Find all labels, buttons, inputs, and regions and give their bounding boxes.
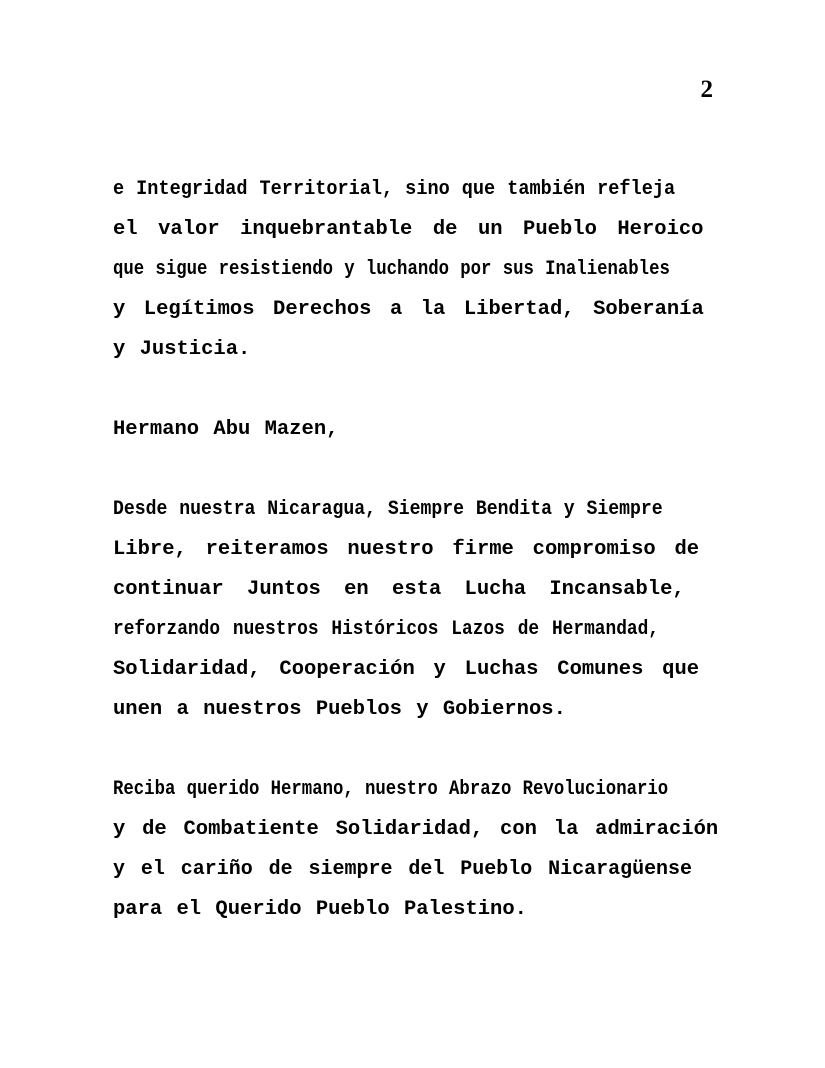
text-line: y el cariño de siempre del Pueblo Nicaragüense: [113, 858, 693, 881]
paragraph-2-salutation: [113, 410, 713, 450]
text-line: y Legítimos Derechos a la Libertad, Soberanía: [113, 298, 704, 321]
text-line: e Integridad Territorial, sino que también refleja: [113, 178, 676, 201]
text-line: el valor inquebrantable de un Pueblo Heroico: [113, 218, 704, 241]
text-line: y Justicia.: [113, 338, 251, 361]
text-line: continuar Juntos en esta Lucha Incansable,: [113, 578, 685, 601]
text-line: Solidaridad, Cooperación y Luchas Comunes que: [113, 658, 700, 681]
text-line: para el Querido Pueblo Palestino.: [113, 898, 527, 921]
paragraph-3: [113, 490, 713, 730]
page-number: 2: [700, 76, 713, 103]
text-line: unen a nuestros Pueblos y Gobiernos.: [113, 698, 566, 721]
text-line: que sigue resistiendo y luchando por sus Inalienables: [113, 258, 670, 281]
text-line: Hermano Abu Mazen,: [113, 418, 339, 441]
text-line: Libre, reiteramos nuestro firme compromiso de: [113, 538, 700, 561]
paragraph-1: [113, 170, 713, 370]
text-line: Reciba querido Hermano, nuestro Abrazo Revolucionario: [113, 778, 669, 801]
document-body: [113, 170, 719, 930]
text-line: y de Combatiente Solidaridad, con la admiración: [113, 818, 719, 841]
text-line: Desde nuestra Nicaragua, Siempre Bendita y Siempre: [113, 498, 663, 521]
text-line: reforzando nuestros Históricos Lazos de Hermandad,: [113, 618, 660, 641]
paragraph-4: [113, 770, 719, 930]
